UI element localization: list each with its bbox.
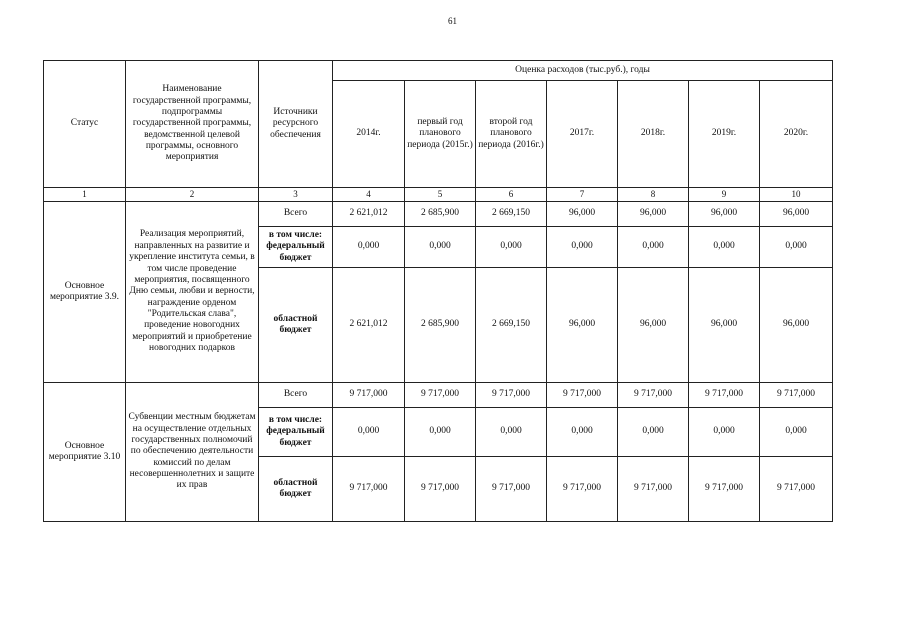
value-cell: 0,000 xyxy=(689,408,760,457)
value-cell: 0,000 xyxy=(760,408,833,457)
value-cell: 0,000 xyxy=(476,408,547,457)
row-source: областной бюджет xyxy=(259,457,333,522)
column-number: 7 xyxy=(547,188,618,202)
value-cell: 0,000 xyxy=(476,227,547,268)
value-cell: 9 717,000 xyxy=(689,457,760,522)
column-number: 5 xyxy=(405,188,476,202)
value-cell: 9 717,000 xyxy=(760,383,833,408)
column-number: 9 xyxy=(689,188,760,202)
row-name: Субвенции местным бюджетам на осуществление отдельных государственных полномочий по обеспечению деятельности комиссий по делам несовершеннолетних и защите их прав xyxy=(126,383,259,522)
header-sources: Источники ресурсного обеспечения xyxy=(259,61,333,188)
column-number-row xyxy=(44,188,833,202)
header-year: второй год планового периода (2016г.) xyxy=(476,81,547,188)
column-number: 10 xyxy=(760,188,833,202)
value-cell: 9 717,000 xyxy=(547,457,618,522)
value-cell: 96,000 xyxy=(547,202,618,227)
value-cell: 0,000 xyxy=(618,227,689,268)
value-cell: 0,000 xyxy=(333,408,405,457)
value-cell: 96,000 xyxy=(618,268,689,383)
row-source: в том числе: федеральный бюджет xyxy=(259,408,333,457)
value-cell: 9 717,000 xyxy=(760,457,833,522)
table-row xyxy=(44,202,833,227)
value-cell: 0,000 xyxy=(333,227,405,268)
value-cell: 0,000 xyxy=(405,408,476,457)
header-year: 2020г. xyxy=(760,81,833,188)
value-cell: 96,000 xyxy=(689,202,760,227)
column-number: 1 xyxy=(44,188,126,202)
value-cell: 9 717,000 xyxy=(405,383,476,408)
row-source: областной бюджет xyxy=(259,268,333,383)
value-cell: 2 685,900 xyxy=(405,268,476,383)
value-cell: 96,000 xyxy=(760,202,833,227)
header-year: 2017г. xyxy=(547,81,618,188)
value-cell: 2 621,012 xyxy=(333,268,405,383)
value-cell: 0,000 xyxy=(405,227,476,268)
value-cell: 9 717,000 xyxy=(333,457,405,522)
column-number: 6 xyxy=(476,188,547,202)
row-source: в том числе: федеральный бюджет xyxy=(259,227,333,268)
value-cell: 96,000 xyxy=(689,268,760,383)
value-cell: 2 621,012 xyxy=(333,202,405,227)
value-cell: 96,000 xyxy=(760,268,833,383)
value-cell: 2 669,150 xyxy=(476,268,547,383)
header-status: Статус xyxy=(44,61,126,188)
header-name: Наименование государственной программы, подпрограммы государственной программы, ведомственной целевой программы, основного мероприятия xyxy=(126,61,259,188)
table-row xyxy=(44,383,833,408)
value-cell: 96,000 xyxy=(618,202,689,227)
row-status: Основное мероприятие 3.10 xyxy=(44,383,126,522)
page-number: 61 xyxy=(448,16,457,26)
header-year: 2019г. xyxy=(689,81,760,188)
value-cell: 2 685,900 xyxy=(405,202,476,227)
header-year: 2014г. xyxy=(333,81,405,188)
column-number: 4 xyxy=(333,188,405,202)
value-cell: 9 717,000 xyxy=(618,383,689,408)
value-cell: 9 717,000 xyxy=(689,383,760,408)
column-number: 2 xyxy=(126,188,259,202)
column-number: 8 xyxy=(618,188,689,202)
value-cell: 0,000 xyxy=(547,408,618,457)
value-cell: 0,000 xyxy=(689,227,760,268)
row-source: Всего xyxy=(259,202,333,227)
row-name: Реализация мероприятий, направленных на развитие и укрепление института семьи, в том числе проведение мероприятия, посвященного Дню семьи, любви и верности, награждение орденом "Родительская слава", проведение новогодних мероприятий и приобретение новогодних подарков xyxy=(126,202,259,383)
value-cell: 9 717,000 xyxy=(405,457,476,522)
value-cell: 9 717,000 xyxy=(618,457,689,522)
header-year: первый год планового периода (2015г.) xyxy=(405,81,476,188)
header-year: 2018г. xyxy=(618,81,689,188)
value-cell: 96,000 xyxy=(547,268,618,383)
row-status: Основное мероприятие 3.9. xyxy=(44,202,126,383)
row-source: Всего xyxy=(259,383,333,408)
value-cell: 2 669,150 xyxy=(476,202,547,227)
value-cell: 9 717,000 xyxy=(547,383,618,408)
header-expense-estimate: Оценка расходов (тыс.руб.), годы xyxy=(333,61,833,81)
value-cell: 0,000 xyxy=(760,227,833,268)
expense-table xyxy=(43,60,833,522)
value-cell: 0,000 xyxy=(547,227,618,268)
value-cell: 9 717,000 xyxy=(333,383,405,408)
value-cell: 0,000 xyxy=(618,408,689,457)
column-number: 3 xyxy=(259,188,333,202)
value-cell: 9 717,000 xyxy=(476,383,547,408)
value-cell: 9 717,000 xyxy=(476,457,547,522)
